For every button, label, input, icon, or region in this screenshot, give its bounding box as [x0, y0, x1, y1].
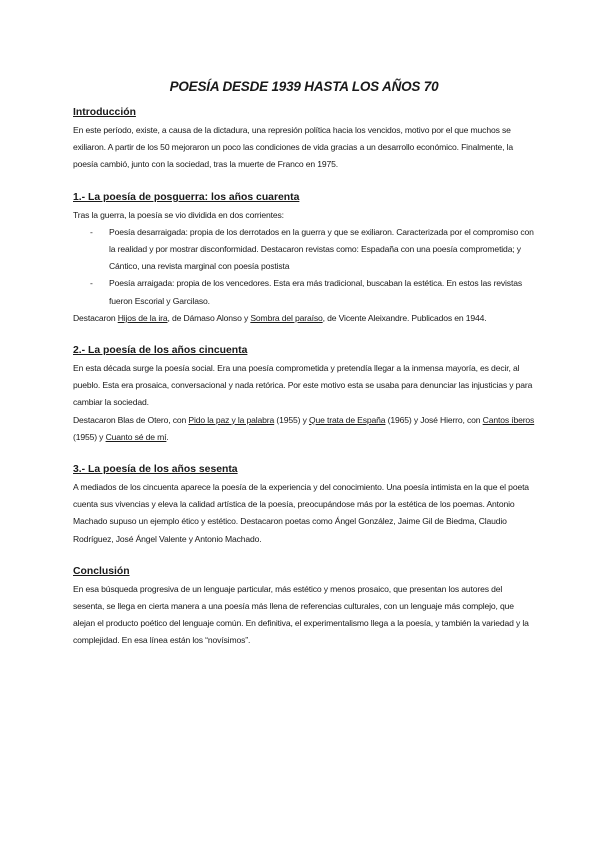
list-item-text: Poesía desarraigada: propia de los derrotados en la guerra y que se exiliaron. Caracterizada por el compromiso con la realidad y por mostrar disconformidad. Destacaron revistas como: Espadaña con una poesía comprometida; y Cántico, una revista marginal con poesía postista: [109, 226, 534, 272]
text-run: , de Dámaso Alonso y: [167, 312, 251, 323]
list-item-text: Poesía arraigada: propia de los vencedores. Esta era más tradicional, buscaban la estética. En estos las revistas fueron Escorial y Garcilaso.: [109, 278, 522, 306]
text-run: , de Vicente Aleixandre. Publicados en 1944.: [322, 312, 487, 323]
work-title: Sombra del paraíso: [250, 312, 323, 323]
work-title: Que trata de España: [308, 414, 386, 425]
section-paragraph: En esa búsqueda progresiva de un lenguaje particular, más estético y menos prosaico, que presentan los autores del sesenta, se llega en cierta manera a una poesía más llena de referencias culturales, con un lenguaje más complejo, que alejan el producto poético del lenguaje común. En definitiva, el experimentalismo llega a la poesía, y también la variedad y la complejidad. En esa línea están los “novísimos”.: [73, 583, 529, 646]
section-postwar-poetry: [73, 191, 535, 327]
section-paragraph: [73, 310, 535, 327]
section-paragraph: Tras la guerra, la poesía se vio dividida en dos corrientes:: [73, 209, 284, 220]
work-title: Hijos de la ira: [117, 312, 168, 323]
work-title: Pido la paz y la palabra: [188, 414, 275, 425]
section-heading: 3.- La poesía de los años sesenta: [73, 464, 238, 476]
section-sixties-poetry: [73, 463, 535, 548]
bullet-marker: -: [90, 226, 93, 237]
list-item: [90, 275, 535, 309]
document-title: POESÍA DESDE 1939 HASTA LOS AÑOS 70: [169, 79, 439, 94]
text-run: (1955) y: [274, 414, 309, 425]
section-introduction: [73, 106, 535, 174]
section-heading: 1.- La poesía de posguerra: los años cuarenta: [73, 191, 300, 203]
list-item: [90, 224, 535, 276]
text-run: (1965) y José Hierro, con: [385, 414, 483, 425]
section-conclusion: [73, 565, 535, 650]
section-heading: Introducción: [73, 107, 136, 118]
bullet-marker: -: [90, 278, 93, 289]
text-run: .: [166, 431, 169, 442]
section-heading: 2.- La poesía de los años cincuenta: [73, 345, 248, 357]
text-run: Destacaron: [73, 312, 118, 323]
section-paragraph: En esta década surge la poesía social. Era una poesía comprometida y pretendía llegar a la inmensa mayoría, es decir, al pueblo. Esta era prosaica, conversacional y nada retórica. Por este motivo esta se usaba para denunciar las injusticias y para cambiar la sociedad.: [73, 363, 533, 408]
section-fifties-poetry: [73, 344, 535, 446]
document-page: [73, 78, 535, 667]
section-heading: Conclusión: [73, 565, 130, 577]
section-paragraph: [73, 412, 535, 446]
bullet-list: [73, 224, 535, 310]
text-run: (1955) y: [73, 431, 106, 442]
work-title: Cantos íberos: [482, 414, 535, 425]
section-paragraph: En este período, existe, a causa de la dictadura, una represión política hacia los vencidos, motivo por el que muchos se exiliaron. A partir de los 50 mejoraron un poco las condiciones de vida gracias a un desarrollo económico. Finalmente, la poesía cambió, junto con la sociedad, tras la muerte de Franco en 1975.: [73, 125, 513, 170]
work-title: Cuanto sé de mí: [105, 431, 167, 442]
section-paragraph: A mediados de los cincuenta aparece la poesía de la experiencia y del conocimiento. Una poesía intimista en la que el poeta cuenta sus vivencias y eleva la calidad artística de la poesía, preocupándose más por la estética de los poemas. Antonio Machado supuso un ejemplo ético y estético. Destacaron poetas como Ángel González, Jaime Gil de Biedma, Claudio Rodríguez, José Ángel Valente y Antonio Machado.: [73, 482, 529, 544]
text-run: Destacaron Blas de Otero, con: [73, 414, 189, 425]
